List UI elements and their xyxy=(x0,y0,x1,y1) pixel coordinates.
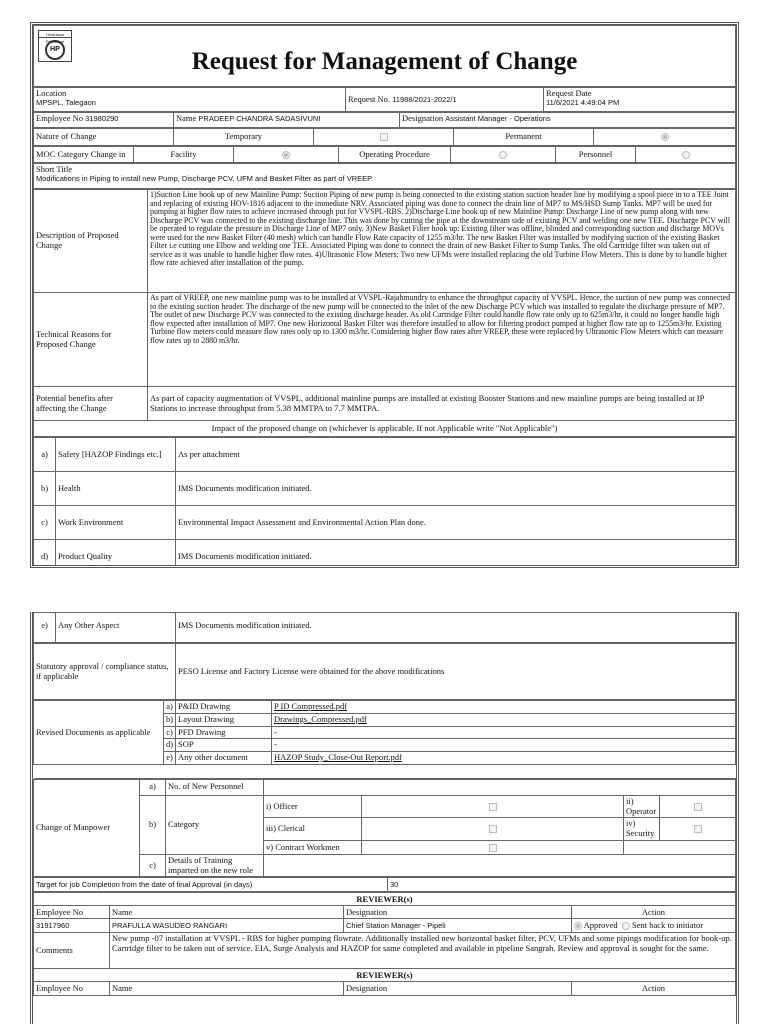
contract-label: v) Contract Workmen xyxy=(264,840,362,854)
request-no-value: 11988/2021-2022/1 xyxy=(392,94,457,104)
moc-category-label: MOC Category Change in xyxy=(34,147,134,163)
moc-personnel-option[interactable] xyxy=(636,147,736,163)
employee-table xyxy=(33,112,736,128)
nature-permanent-label: Permanent xyxy=(454,129,594,146)
target-table xyxy=(33,877,736,892)
request-date-value: 11/6/2021 4:49:04 PM xyxy=(546,97,620,107)
request-info-table xyxy=(33,87,736,112)
location-value: MPSPL, Talegaon xyxy=(36,97,96,107)
revised-doc-index: a) xyxy=(164,701,176,714)
impact-index: c) xyxy=(34,506,56,540)
moc-facility-option[interactable] xyxy=(234,147,339,163)
nature-temporary-radio[interactable] xyxy=(314,129,454,146)
reviewer-comments-label: Comments xyxy=(34,933,110,969)
employee-name-value: PRADEEP CHANDRA SADASIVUNI xyxy=(198,114,321,123)
short-title-label: Short Title xyxy=(36,164,73,174)
revised-doc-link[interactable]: Drawings_Compressed.pdf xyxy=(274,713,367,724)
nature-permanent-radio[interactable] xyxy=(594,129,736,146)
nature-label: Nature of Change xyxy=(34,129,174,146)
revised-doc-link[interactable]: HAZOP Study_Close-Out Report.pdf xyxy=(274,752,402,763)
form-page-2 xyxy=(30,612,739,1024)
contract-spacer xyxy=(624,840,736,854)
employee-no-value: 31980290 xyxy=(85,114,119,123)
request-no-cell xyxy=(346,88,544,112)
moc-procedure-option[interactable] xyxy=(451,147,556,163)
permanent-radio[interactable] xyxy=(661,133,669,141)
revised-doc-name: Any other document xyxy=(176,752,272,765)
reviewer2-col-emp: Employee No xyxy=(34,982,110,996)
form-page-1 xyxy=(30,22,739,568)
reviewer-col-name: Name xyxy=(110,906,344,919)
employee-designation-cell xyxy=(400,113,736,128)
officer-checkbox[interactable] xyxy=(489,803,497,811)
revised-doc-index: c) xyxy=(164,726,176,739)
short-title-table xyxy=(33,163,736,189)
impact-value: IMS Documents modification initiated. xyxy=(176,472,736,506)
employee-no-label: Employee No xyxy=(36,113,83,123)
impact-value: Environmental Impact Assessment and Environmental Action Plan done. xyxy=(176,506,736,540)
description-label: Description of Proposed Change xyxy=(34,190,148,293)
reviewer-header-2: REVIEWER(s) xyxy=(34,969,736,982)
moc-personnel-label: Personnel xyxy=(556,147,636,163)
moc-facility-label: Facility xyxy=(134,147,234,163)
facility-radio[interactable] xyxy=(282,151,290,159)
reviewer-action xyxy=(572,919,736,933)
revised-doc-index: e) xyxy=(164,752,176,765)
technical-reasons-value: As part of VREEP, one new mainline pump was to be installed at VVSPL-Rajahmundry to enhance the throughput capacity of VVSPL. Hence, the suction of new pump was connected to the existing suction header. The discharge of the new pump will be connected to the inlet of the new Discharge PCV which was installed to regulate the discharge pressure of MP7. The outlet of new Discharge PCV was connected to the existing discharge header. As old Cartridge Filter could handle flow rate only up to 625m3/hr, it could no longer handle high flow expected after installation of MP7. One new Horizontal Basket Filter was therefore installed to allow for filtering product pumped at higher flow rate up to 1255m3/hr. Existing Turbine flow meters could measure flow rates only up to 1300 m3/hr. Considering higher flow rates after VREEP, these were replaced by Ultrasonic Flow Meters which can measure flow rates up to 2880 m3/hr. xyxy=(148,293,736,387)
reviewer-col-action: Action xyxy=(572,906,736,919)
reviewer2-col-designation: Designation xyxy=(344,982,572,996)
manpower-a-label: No. of New Personnel xyxy=(166,779,264,795)
revised-doc-name: SOP xyxy=(176,739,272,752)
target-label: Target for job Completion from the date of final Approval (in days) xyxy=(34,878,388,892)
manpower-c-label: Details of Training imparted on the new role xyxy=(166,854,264,877)
moc-procedure-label: Operating Procedure xyxy=(339,147,451,163)
sent-back-radio[interactable] xyxy=(622,922,630,930)
revised-doc-value: - xyxy=(272,739,736,752)
impact-value: IMS Documents modification initiated. xyxy=(176,613,736,643)
manpower-b-label: Category xyxy=(166,795,264,854)
reviewer-col-emp: Employee No xyxy=(34,906,110,919)
reviewer-comments: New pump -07 installation at VVSPL - RBS for higher pumping flowrate. Additionally installed new horizontal basket filter, PCV, UFMs and some pipings modification for book-up. Cartridge filter to be taken out of service. EIA, Surge Analysis and HAZOP for same completed and available in pipeline Sangrah. Review and approval is sought for the same. xyxy=(110,933,736,969)
manpower-a-value[interactable] xyxy=(264,779,736,795)
security-checkbox[interactable] xyxy=(694,825,702,833)
location-cell xyxy=(34,88,346,112)
hp-logo-icon: HP xyxy=(45,40,65,60)
impact-label: Any Other Aspect xyxy=(56,613,176,643)
impact-index: a) xyxy=(34,438,56,472)
reviewer-col-designation: Designation xyxy=(344,906,572,919)
manpower-table xyxy=(33,779,736,878)
impact-value: IMS Documents modification initiated. xyxy=(176,540,736,569)
request-date-cell xyxy=(544,88,736,112)
nature-temporary-label: Temporary xyxy=(174,129,314,146)
employee-name-cell xyxy=(174,113,400,128)
impact-table-continued xyxy=(33,612,736,643)
contract-option[interactable] xyxy=(362,840,624,854)
manpower-c-index: c) xyxy=(140,854,166,877)
revised-doc-index: b) xyxy=(164,713,176,726)
impact-label: Work Environment xyxy=(56,506,176,540)
statutory-value: PESO License and Factory License were obtained for the above modifications xyxy=(176,644,736,700)
impact-index: d) xyxy=(34,540,56,569)
impact-label: Safety [HAZOP Findings etc.] xyxy=(56,438,176,472)
procedure-radio[interactable] xyxy=(499,151,507,159)
request-date-label: Request Date xyxy=(546,88,592,98)
operator-option[interactable] xyxy=(660,795,736,818)
sent-back-label: Sent back to initiator xyxy=(632,920,704,931)
revised-documents-label: Revised Documents as applicable xyxy=(34,701,164,765)
clerical-label: iii) Clerical xyxy=(264,818,362,841)
security-label: iv) Security xyxy=(624,818,660,841)
moc-category-table xyxy=(33,146,736,163)
reviewer-designation: Chief Station Manager - Pipeli xyxy=(344,919,572,933)
spacer-row xyxy=(34,764,736,778)
statutory-table xyxy=(33,643,736,700)
impact-table xyxy=(33,437,736,568)
page-gap xyxy=(0,568,768,612)
employee-name-label: Name xyxy=(176,113,197,123)
reviewer2-col-action: Action xyxy=(572,982,736,996)
short-title-value: Modifications in Piping to install new Pump, Discharge PCV, UFM and Basket Filter as part of VREEP. xyxy=(36,173,374,183)
reviewer2-col-name: Name xyxy=(110,982,344,996)
contract-checkbox[interactable] xyxy=(489,844,497,852)
temporary-checkbox[interactable] xyxy=(380,133,388,141)
page-title: Request for Management of Change xyxy=(191,48,578,75)
manpower-b-index: b) xyxy=(140,795,166,854)
manpower-label: Change of Manpower xyxy=(34,779,140,877)
description-value: 1)Suction Line hook up of new Mainline Pump: Suction Piping of new pump is being connected to the existing station suction header line by modifying a spool piece in to a TEE Joint and replacing of existing HOV-1816 adjacent to the immediate NRV. Associated piping was done to connect the drain line of MP7 to MS/HSD Sump Tanks. MP7 will be used for pumping at higher flow rates to achieve increased through put for VVSPL-RBS. 2)Discharge Line hook up of new Mainline Pump: Discharge Line of new pump along with new Discharge PCV was connected to the existing discharge line. This was done by cutting the pipe at the downstream side of existing PCV and welding one new TEE. Discharge PCV will be operated to regulate the pressure in Discharge Line of MP7 only. 3)New Basket Filter hook up: Existing filter was offline, blinded and corresponding suction and discharge MOVs were used for the new Basket Filter (40 mesh) which can handle Flow Rate capacity of 1255 m3/hr. The new Basket Filter was installed by modifying suction of the existing Basket Filter i.e cutting one Elbow and welding one TEE. Associated Piping was done to connect the drain of new Basket Filter to Sump Tanks. The old Cartridge filter was taken out of service as it was unable to handle higher flow rates. 4)Ultrasonic Flow Meters: Two new UFMs were installed replacing the old Turbine Flow Meters. This is done by to handle higher flow rate achieved after installation of the pump. xyxy=(148,190,736,293)
revised-doc-value[interactable] xyxy=(272,701,736,714)
clerical-checkbox[interactable] xyxy=(489,825,497,833)
security-option[interactable] xyxy=(660,818,736,841)
employee-designation-value: Assistant Manager - Operations xyxy=(445,114,551,123)
impact-value: As per attachment xyxy=(176,438,736,472)
reviewer-header: REVIEWER(s) xyxy=(34,893,736,906)
revised-doc-value[interactable] xyxy=(272,752,736,765)
reviewer-name: PRAFULLA WASUDEO RANGARI xyxy=(110,919,344,933)
short-title-cell xyxy=(34,164,736,189)
statutory-label: Statutory approval / compliance status, if applicable xyxy=(34,644,176,700)
impact-label: Product Quality xyxy=(56,540,176,569)
request-no-label: Request No. xyxy=(348,93,391,104)
revised-documents-table xyxy=(33,700,736,779)
manpower-a-index: a) xyxy=(140,779,166,795)
reviewer-table xyxy=(33,892,736,996)
nature-table xyxy=(33,128,736,146)
revised-doc-name: P&ID Drawing xyxy=(176,701,272,714)
location-label: Location xyxy=(36,88,67,98)
technical-reasons-label: Technical Reasons for Proposed Change xyxy=(34,293,148,387)
benefits-value: As part of capacity augmentation of VVSPL, additional mainline pumps are installed at existing Booster Stations and new mainline pumps are being installed at IP Stations to increase throughput from 5.38 MMTPA to 7.7 MMTPA. xyxy=(148,387,736,421)
operator-checkbox[interactable] xyxy=(694,803,702,811)
target-value: 30 xyxy=(388,878,736,892)
revised-doc-value: - xyxy=(272,726,736,739)
form-header xyxy=(33,25,736,87)
operator-label: ii) Operator xyxy=(624,795,660,818)
details-table xyxy=(33,189,736,437)
approved-label: Approved xyxy=(583,920,618,931)
clerical-option[interactable] xyxy=(362,818,624,841)
employee-no-cell xyxy=(34,113,174,128)
revised-doc-name: PFD Drawing xyxy=(176,726,272,739)
revised-doc-name: Layout Drawing xyxy=(176,713,272,726)
impact-index: e) xyxy=(34,613,56,643)
reviewer-emp-no: 31917960 xyxy=(34,919,110,933)
approved-radio[interactable] xyxy=(574,922,582,930)
officer-option[interactable] xyxy=(362,795,624,818)
employee-designation-label: Designation xyxy=(402,113,444,123)
logo-band: Hindustan Petroleum xyxy=(39,31,71,38)
officer-label: i) Officer xyxy=(264,795,362,818)
manpower-c-value[interactable] xyxy=(264,854,736,877)
impact-label: Health xyxy=(56,472,176,506)
revised-doc-link[interactable]: P ID Compressed.pdf xyxy=(274,701,348,711)
revised-doc-index: d) xyxy=(164,739,176,752)
impact-header: Impact of the proposed change on (whichever is applicable. If not Applicable write "Not Applicable") xyxy=(34,421,736,437)
personnel-radio[interactable] xyxy=(682,151,690,159)
revised-doc-value[interactable] xyxy=(272,713,736,726)
impact-index: b) xyxy=(34,472,56,506)
benefits-label: Potential benefits after affecting the Change xyxy=(34,387,148,421)
